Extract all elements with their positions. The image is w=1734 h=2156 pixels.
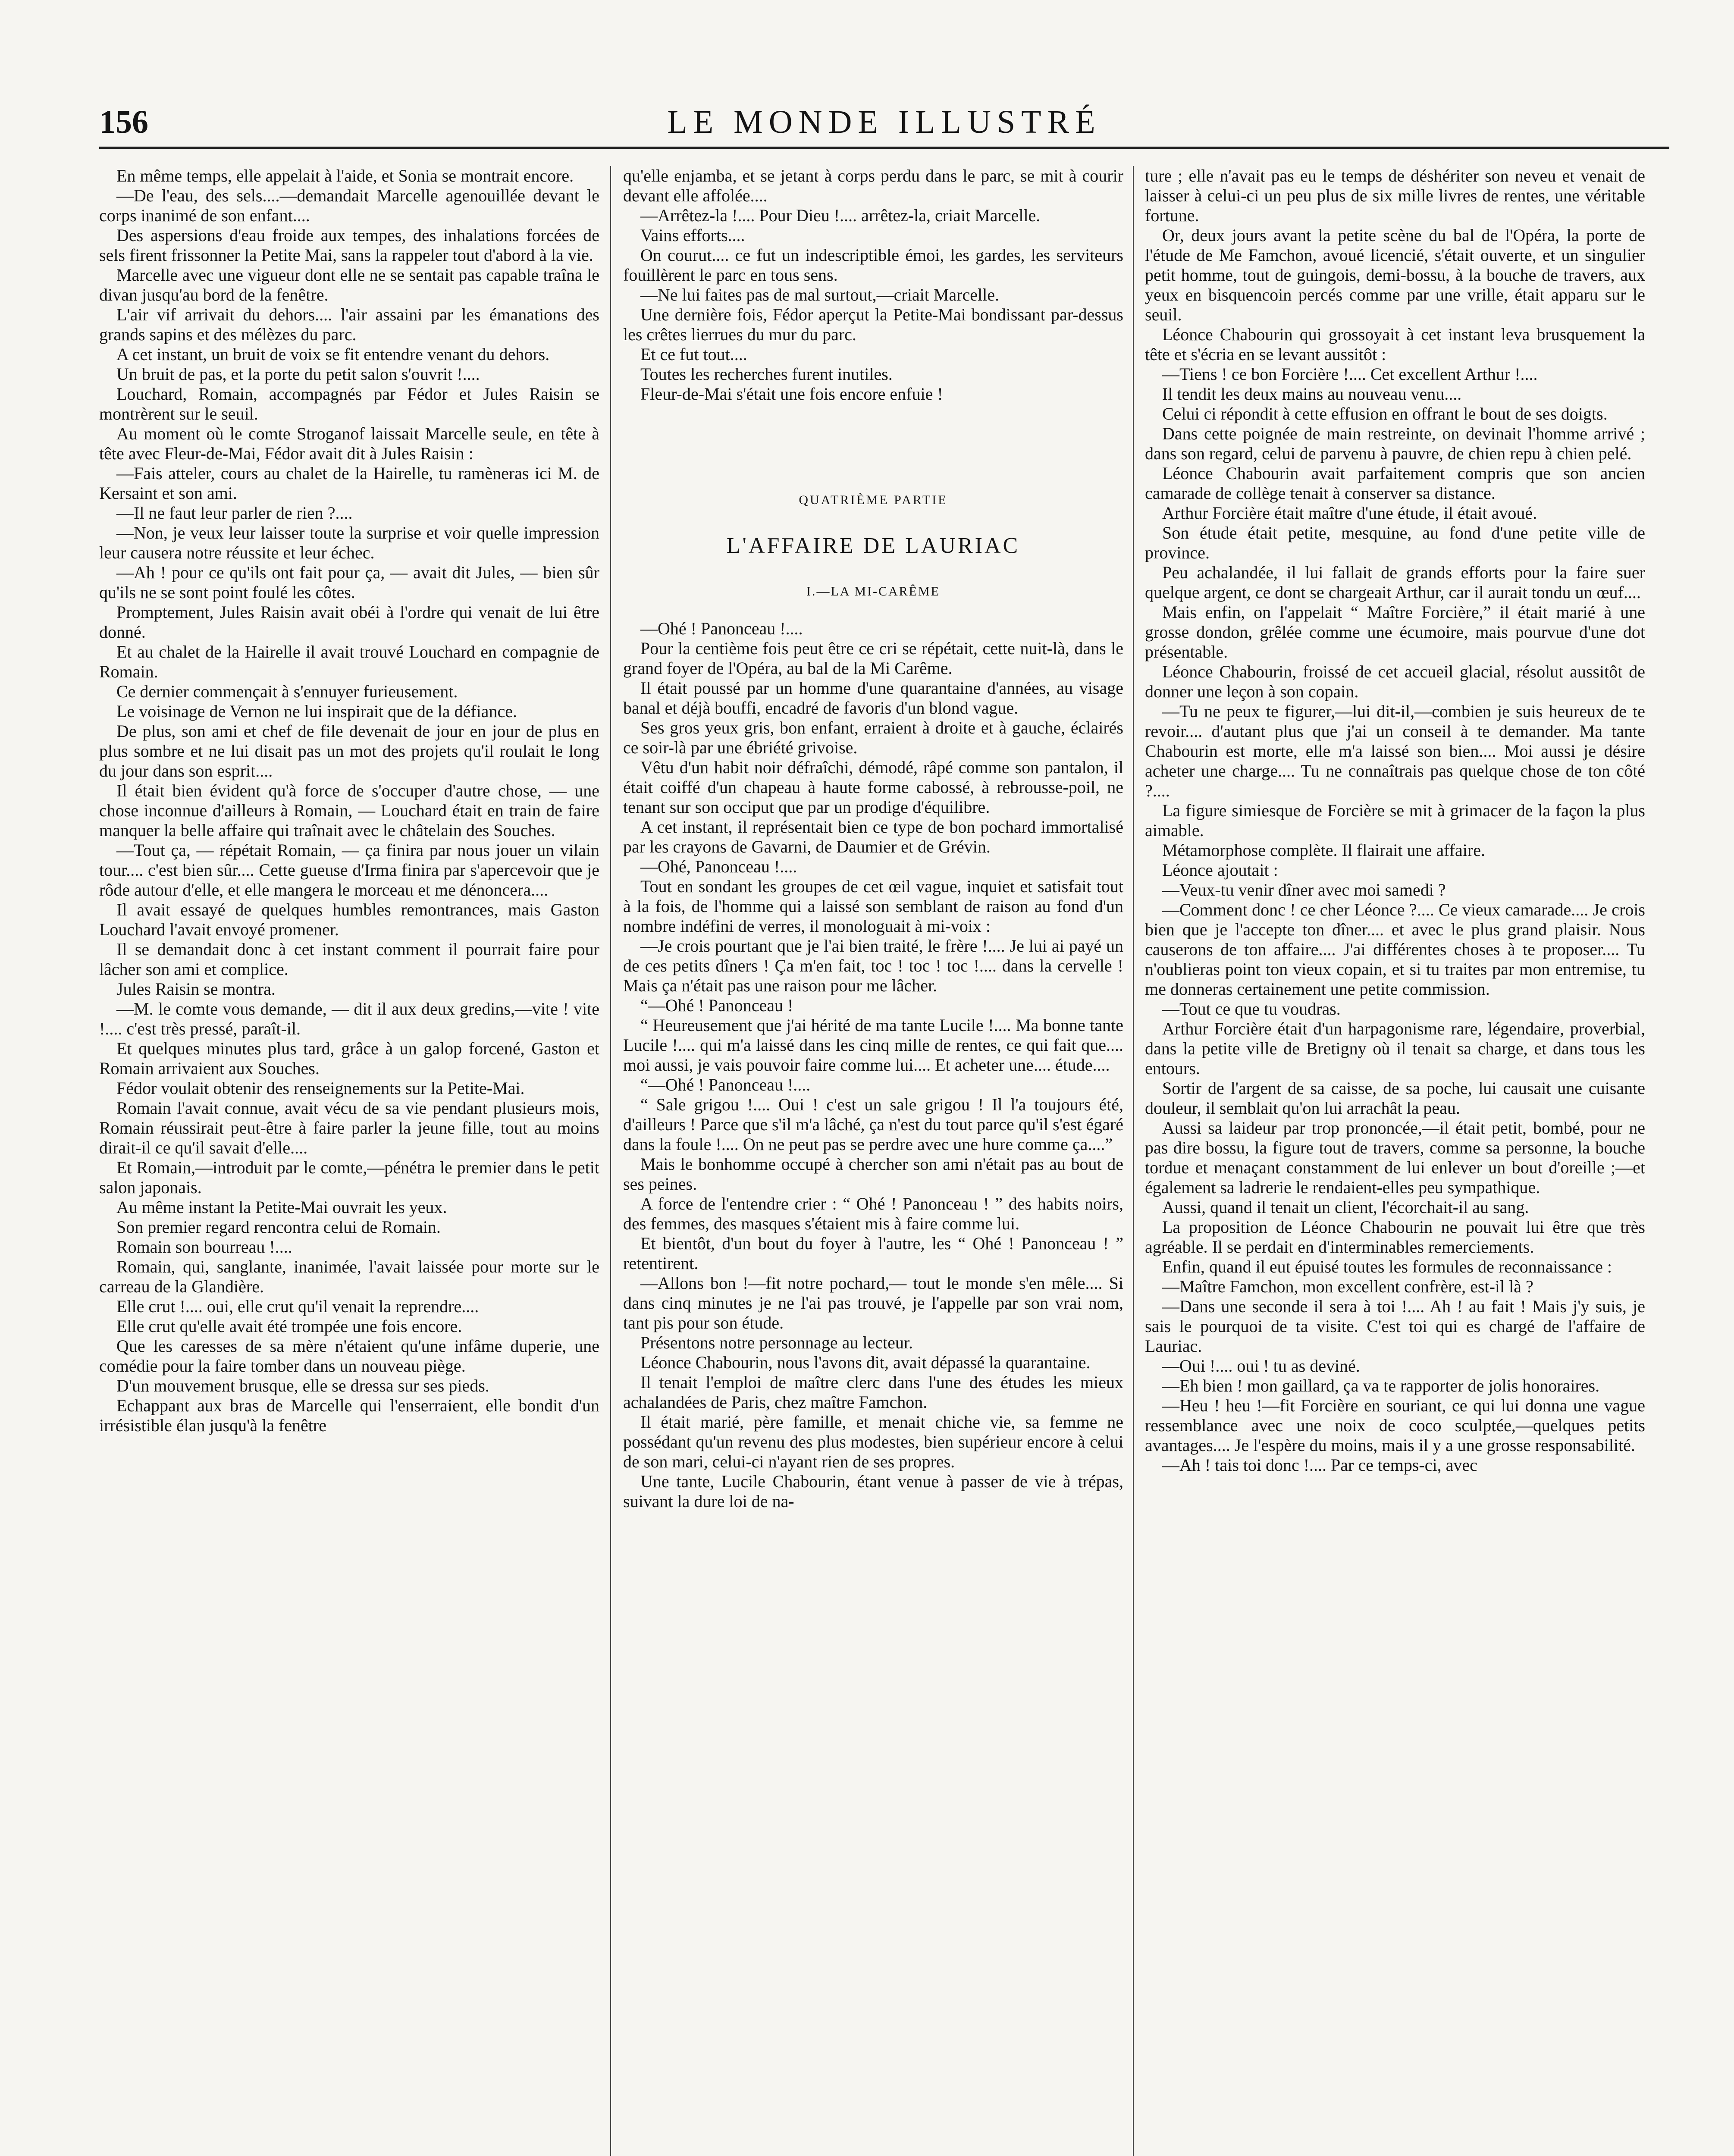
paragraph: —Ah ! pour ce qu'ils ont fait pour ça, — avait dit Jules, — bien sûr qu'ils ne se sont point foulé les côtes. <box>99 563 599 602</box>
paragraph: La proposition de Léonce Chabourin ne pouvait lui être que très agréable. Il se perdait en d'interminables remerciements. <box>1145 1217 1645 1257</box>
paragraph: A force de l'entendre crier : “ Ohé ! Panonceau ! ” des habits noirs, des femmes, des masques s'étaient mis à faire comme lui. <box>623 1194 1123 1233</box>
paragraph: Aussi sa laideur par trop prononcée,—il était petit, bombé, pour ne pas dire bossu, la figure tout de travers, comme sa personne, la bouche tordue et menaçant constamment de lui enlever un bout d'oreille ;—et également sa ladrerie le rendaient-elles peu sympathique. <box>1145 1118 1645 1197</box>
section-title: L'AFFAIRE DE LAURIAC <box>726 533 1020 558</box>
paragraph: Son premier regard rencontra celui de Romain. <box>116 1217 441 1237</box>
paragraph: Et au chalet de la Hairelle il avait trouvé Louchard en compagnie de Romain. <box>99 642 599 681</box>
paragraph: qu'elle enjamba, et se jetant à corps perdu dans le parc, se mit à courir devant elle affolée.... <box>623 166 1123 205</box>
paragraph: Il était bien évident qu'à force de s'occuper d'autre chose, — une chose inconnue d'ailleurs à Romain, — Louchard était en train de faire manquer la belle affaire qui traînait avec le châtelain des Souches. <box>99 781 599 840</box>
paragraph: Léonce Chabourin qui grossoyait à cet instant leva brusquement la tête et s'écria en se levant aussitôt : <box>1145 325 1645 364</box>
paragraph: Promptement, Jules Raisin avait obéi à l'ordre qui venait de lui être donné. <box>99 602 599 642</box>
paragraph: Celui ci répondit à cette effusion en offrant le bout de ses doigts. <box>1162 404 1608 423</box>
paragraph: —Non, je veux leur laisser toute la surprise et voir quelle impression leur causera notre réussite et leur échec. <box>99 523 599 562</box>
paragraph: Tout en sondant les groupes de cet œil vague, inquiet et satisfait tout à la fois, de l'homme qui a laissé son semblant de raison au fond d'un nombre indéfini de verres, il monologuait à mi-voix : <box>623 877 1123 936</box>
paragraph: Elle crut qu'elle avait été trompée une fois encore. <box>116 1316 462 1336</box>
paragraph: Romain son bourreau !.... <box>116 1237 292 1257</box>
paragraph: —Tiens ! ce bon Forcière !.... Cet excellent Arthur !.... <box>1162 364 1538 384</box>
chapter-heading: I.—LA MI-CARÊME <box>806 584 940 599</box>
paragraph: —Allons bon !—fit notre pochard,— tout le monde s'en mêle.... Si dans cinq minutes je ne l'ai pas trouvé, je l'appelle par son vrai nom, tant pis pour son étude. <box>623 1273 1123 1332</box>
paragraph: Des aspersions d'eau froide aux tempes, des inhalations forcées de sels firent frissonner la Petite Mai, sans la rappeler tout d'abord à la vie. <box>99 226 599 265</box>
paragraph: —Je crois pourtant que je l'ai bien traité, le frère !.... Je lui ai payé un de ces petits dîners ! Ça m'en fait, toc ! toc ! toc !.... dans la cervelle ! Mais ça n'était pas une raison pour me lâcher. <box>623 936 1123 995</box>
paragraph: Il tendit les deux mains au nouveau venu.... <box>1162 384 1462 404</box>
paragraph: Et ce fut tout.... <box>640 345 747 364</box>
paragraph: Louchard, Romain, accompagnés par Fédor et Jules Raisin se montrèrent sur le seuil. <box>99 384 599 423</box>
header-rule <box>99 147 1669 149</box>
paragraph: —Tu ne peux te figurer,—lui dit-il,—combien je suis heureux de te revoir.... d'autant plus que j'ai un conseil à te demander. Ma tante Chabourin est morte, elle m'a laissé son bien.... Moi aussi je désire acheter une charge.... Tu ne connaîtrais pas quelque chose de ton côté ?.... <box>1145 702 1645 800</box>
paragraph: Au moment où le comte Stroganof laissait Marcelle seule, en tête à tête avec Fleur-de-Mai, Fédor avait dit à Jules Raisin : <box>99 424 599 463</box>
paragraph: Toutes les recherches furent inutiles. <box>640 364 893 384</box>
paragraph: Ses gros yeux gris, bon enfant, erraient à droite et à gauche, éclairés ce soir-là par une ébriété grivoise. <box>623 718 1123 757</box>
paragraph: Marcelle avec une vigueur dont elle ne se sentait pas capable traîna le divan jusqu'au bord de la fenêtre. <box>99 265 599 304</box>
paragraph: Dans cette poignée de main restreinte, on devinait l'homme arrivé ; dans son regard, celui de parvenu à pauvre, de chien repu à chien pelé. <box>1145 424 1645 463</box>
paragraph: Léonce Chabourin, nous l'avons dit, avait dépassé la quarantaine. <box>640 1353 1091 1372</box>
paragraph: —Comment donc ! ce cher Léonce ?.... Ce vieux camarade.... Je crois bien que je l'accepte ton dîner.... et avec le plus grand plaisir. Nous causerons de ton affaire.... J'ai différentes choses à te proposer.... Tu n'oublieras point ton vieux copain, et si tu traites par mon entremise, tu me donneras certainement une petite commission. <box>1145 900 1645 999</box>
paragraph: Il se demandait donc à cet instant comment il pourrait faire pour lâcher son ami et complice. <box>99 940 599 979</box>
paragraph: Romain, qui, sanglante, inanimée, l'avait laissée pour morte sur le carreau de la Glandière. <box>99 1257 599 1296</box>
paragraph: Présentons notre personnage au lecteur. <box>640 1333 913 1352</box>
paragraph: A cet instant, il représentait bien ce type de bon pochard immortalisé par les crayons de Gavarni, de Daumier et de Grévin. <box>623 817 1123 856</box>
paragraph: Une dernière fois, Fédor aperçut la Petite-Mai bondissant par-dessus les crêtes lierrues du mur du parc. <box>623 305 1123 344</box>
paragraph: “—Ohé ! Panonceau !.... <box>640 1075 811 1094</box>
chapter-text <box>623 619 1123 1511</box>
chapter-ending <box>623 166 1123 404</box>
paragraph: —De l'eau, des sels....—demandait Marcelle agenouillée devant le corps inanimé de son enfant.... <box>99 186 599 225</box>
paragraph: —Oui !.... oui ! tu as deviné. <box>1162 1356 1360 1376</box>
paragraph: —M. le comte vous demande, — dit il aux deux gredins,—vite ! vite !.... c'est très pressé, paraît-il. <box>99 999 599 1038</box>
paragraph: Léonce Chabourin avait parfaitement compris que son ancien camarade de collège tenait à conserver sa distance. <box>1145 464 1645 503</box>
paragraph: D'un mouvement brusque, elle se dressa sur ses pieds. <box>116 1376 489 1395</box>
paragraph: ture ; elle n'avait pas eu le temps de déshériter son neveu et venait de laisser à celui-ci un peu plus de six mille livres de rentes, une véritable fortune. <box>1145 166 1645 225</box>
part-heading: QUATRIÈME PARTIE <box>799 493 948 507</box>
paragraph: A cet instant, un bruit de voix se fit entendre venant du dehors. <box>116 345 550 364</box>
paragraph: Arthur Forcière était d'un harpagonisme rare, légendaire, proverbial, dans la petite ville de Bretigny où il tenait sa charge, et dans tous les entours. <box>1145 1019 1645 1078</box>
text-column-1 <box>99 166 599 1435</box>
paragraph: Et Romain,—introduit par le comte,—pénétra le premier dans le petit salon japonais. <box>99 1158 599 1197</box>
paragraph: Romain l'avait connue, avait vécu de sa vie pendant plusieurs mois, Romain réussirait peut-être à faire parler la jeune fille, tout au moins dirait-il ce qu'il savait d'elle.... <box>99 1098 599 1157</box>
paragraph: Il avait essayé de quelques humbles remontrances, mais Gaston Louchard l'avait envoyé promener. <box>99 900 599 939</box>
journal-title: LE MONDE ILLUSTRÉ <box>667 104 1101 140</box>
paragraph: Jules Raisin se montra. <box>116 979 276 999</box>
text-column-3 <box>1145 166 1645 1475</box>
paragraph: Et quelques minutes plus tard, grâce à un galop forcené, Gaston et Romain arrivaient aux Souches. <box>99 1039 599 1078</box>
paragraph: “ Sale grigou !.... Oui ! c'est un sale grigou ! Il l'a toujours été, d'ailleurs ! Parce que s'il m'a lâché, ça n'est du tout parce qu'il s'est égaré dans la foule !.... On ne peut pas se perdre avec une hure comme ça....” <box>623 1095 1123 1154</box>
paragraph: Un bruit de pas, et la porte du petit salon s'ouvrit !.... <box>116 364 480 384</box>
paragraph: Que les caresses de sa mère n'étaient qu'une infâme duperie, une comédie pour la faire tomber dans un nouveau piège. <box>99 1336 599 1376</box>
paragraph: Aussi, quand il tenait un client, l'écorchait-il au sang. <box>1162 1197 1529 1217</box>
paragraph: “—Ohé ! Panonceau ! <box>640 996 793 1015</box>
paragraph: —Dans une seconde il sera à toi !.... Ah ! au fait ! Mais j'y suis, je sais le pourquoi de ta visite. C'est toi qui es chargé de l'affaire de Lauriac. <box>1145 1297 1645 1356</box>
paragraph: —Tout ça, — répétait Romain, — ça finira par nous jouer un vilain tour.... c'est bien sûr.... Cette gueuse d'Irma finira par s'apercevoir que je rôde autour d'elle, et elle mangera le morceau et me dénoncera.... <box>99 840 599 899</box>
paragraph: —Veux-tu venir dîner avec moi samedi ? <box>1162 880 1446 899</box>
paragraph: La figure simiesque de Forcière se mit à grimacer de la façon la plus aimable. <box>1145 801 1645 840</box>
page-header <box>99 103 1669 151</box>
paragraph: Léonce ajoutait : <box>1162 860 1278 880</box>
paragraph: On courut.... ce fut un indescriptible émoi, les gardes, les serviteurs fouillèrent le parc en tous sens. <box>623 245 1123 285</box>
paragraph: En même temps, elle appelait à l'aide, et Sonia se montrait encore. <box>116 166 574 185</box>
paragraph: Echappant aux bras de Marcelle qui l'enserraient, elle bondit d'un irrésistible élan jusqu'à la fenêtre <box>99 1396 599 1435</box>
paragraph: Mais enfin, on l'appelait “ Maître Forcière,” il était marié à une grosse dondon, grêlée comme une écumoire, mais pourvue d'une dot présentable. <box>1145 602 1645 661</box>
paragraph: —Eh bien ! mon gaillard, ça va te rapporter de jolis honoraires. <box>1162 1376 1600 1395</box>
paragraph: —Ohé ! Panonceau !.... <box>640 619 803 638</box>
paragraph: —Il ne faut leur parler de rien ?.... <box>116 503 353 523</box>
paragraph: Arthur Forcière était maître d'une étude, il était avoué. <box>1162 503 1537 523</box>
paragraph: —Ah ! tais toi donc !.... Par ce temps-ci, avec <box>1162 1455 1477 1475</box>
paragraph: Fédor voulait obtenir des renseignements sur la Petite-Mai. <box>116 1078 525 1098</box>
paragraph: Enfin, quand il eut épuisé toutes les formules de reconnaissance : <box>1162 1257 1612 1276</box>
paragraph: Or, deux jours avant la petite scène du bal de l'Opéra, la porte de l'étude de Me Famchon, avoué licencié, s'était ouverte, et un singulier petit homme, tout de guingois, demi-bossu, à la bouche de travers, aux yeux en bisquencoin percés comme par une vrille, était apparu sur le seuil. <box>1145 226 1645 324</box>
paragraph: Le voisinage de Vernon ne lui inspirait que de la défiance. <box>116 702 517 721</box>
page-number: 156 <box>99 104 148 140</box>
paragraph: Mais le bonhomme occupé à chercher son ami n'était pas au bout de ses peines. <box>623 1154 1123 1194</box>
paragraph: —Tout ce que tu voudras. <box>1162 999 1341 1018</box>
paragraph: Peu achalandée, il lui fallait de grands efforts pour la faire suer quelque argent, ce dont se chargeait Arthur, car il aurait tondu un œuf.... <box>1145 563 1645 602</box>
column-divider <box>1133 166 1134 2156</box>
paragraph: Sortir de l'argent de sa caisse, de sa poche, lui causait une cuisante douleur, il semblait qu'on lui arrachât la peau. <box>1145 1078 1645 1118</box>
paragraph: —Arrêtez-la !.... Pour Dieu !.... arrêtez-la, criait Marcelle. <box>640 206 1041 225</box>
paragraph: Il était poussé par un homme d'une quarantaine d'années, au visage banal et déjà bouffi, encadré de favoris d'un blond vague. <box>623 678 1123 718</box>
paragraph: Pour la centième fois peut être ce cri se répétait, cette nuit-là, dans le grand foyer de l'Opéra, au bal de la Mi Carême. <box>623 639 1123 678</box>
paragraph: —Maître Famchon, mon excellent confrère, est-il là ? <box>1162 1277 1533 1296</box>
paragraph: Elle crut !.... oui, elle crut qu'il venait la reprendre.... <box>116 1297 479 1316</box>
paragraph: Vêtu d'un habit noir défraîchi, démodé, râpé comme son pantalon, il était coiffé d'un chapeau à haute forme cabossé, à rebrousse-poil, ne tenant sur son occiput que par un prodige d'équilibre. <box>623 758 1123 817</box>
paragraph: Et bientôt, d'un bout du foyer à l'autre, les “ Ohé ! Panonceau ! ” retentirent. <box>623 1234 1123 1273</box>
paragraph: —Ne lui faites pas de mal surtout,—criait Marcelle. <box>640 285 999 304</box>
paragraph: De plus, son ami et chef de file devenait de jour en jour de plus en plus sombre et ne lui disait pas un mot des projets qu'il roulait le long du jour dans son esprit.... <box>99 721 599 780</box>
paragraph: —Heu ! heu !—fit Forcière en souriant, ce qui lui donna une vague ressemblance avec une noix de coco sculptée,—quelques petits avantages.... Je l'espère du moins, mais il y a une grosse responsabilité. <box>1145 1396 1645 1455</box>
paragraph: —Ohé, Panonceau !.... <box>640 857 797 876</box>
paragraph: —Fais atteler, cours au chalet de la Hairelle, tu ramèneras ici M. de Kersaint et son ami. <box>99 464 599 503</box>
paragraph: Il tenait l'emploi de maître clerc dans l'une des études les mieux achalandées de Paris, chez maître Famchon. <box>623 1373 1123 1412</box>
paragraph: Son étude était petite, mesquine, au fond d'une petite ville de province. <box>1145 523 1645 562</box>
paragraph: Au même instant la Petite-Mai ouvrait les yeux. <box>116 1197 447 1217</box>
paragraph: Une tante, Lucile Chabourin, étant venue à passer de vie à trépas, suivant la dure loi de na- <box>623 1472 1123 1511</box>
paragraph: L'air vif arrivait du dehors.... l'air assaini par les émanations des grands sapins et des mélèzes du parc. <box>99 305 599 344</box>
paragraph: Fleur-de-Mai s'était une fois encore enfuie ! <box>640 384 943 404</box>
column-divider <box>610 166 611 2156</box>
paragraph: Vains efforts.... <box>640 226 745 245</box>
paragraph: Léonce Chabourin, froissé de cet accueil glacial, résolut aussitôt de donner une leçon à son copain. <box>1145 662 1645 701</box>
text-column-2 <box>623 166 1123 1511</box>
paragraph: “ Heureusement que j'ai hérité de ma tante Lucile !.... Ma bonne tante Lucile !.... qui m'a laissé dans les cinq mille de rentes, ce qui fait que.... moi aussi, je vais pouvoir faire comme lui.... Et acheter une.... étude.... <box>623 1015 1123 1075</box>
paragraph: Ce dernier commençait à s'ennuyer furieusement. <box>116 682 458 701</box>
paragraph: Il était marié, père famille, et menait chiche vie, sa femme ne possédant qu'un revenu des plus modestes, bien supérieur encore à celui de son mari, celui-ci n'ayant rien de ses propres. <box>623 1412 1123 1471</box>
paragraph: Métamorphose complète. Il flairait une affaire. <box>1162 840 1485 860</box>
